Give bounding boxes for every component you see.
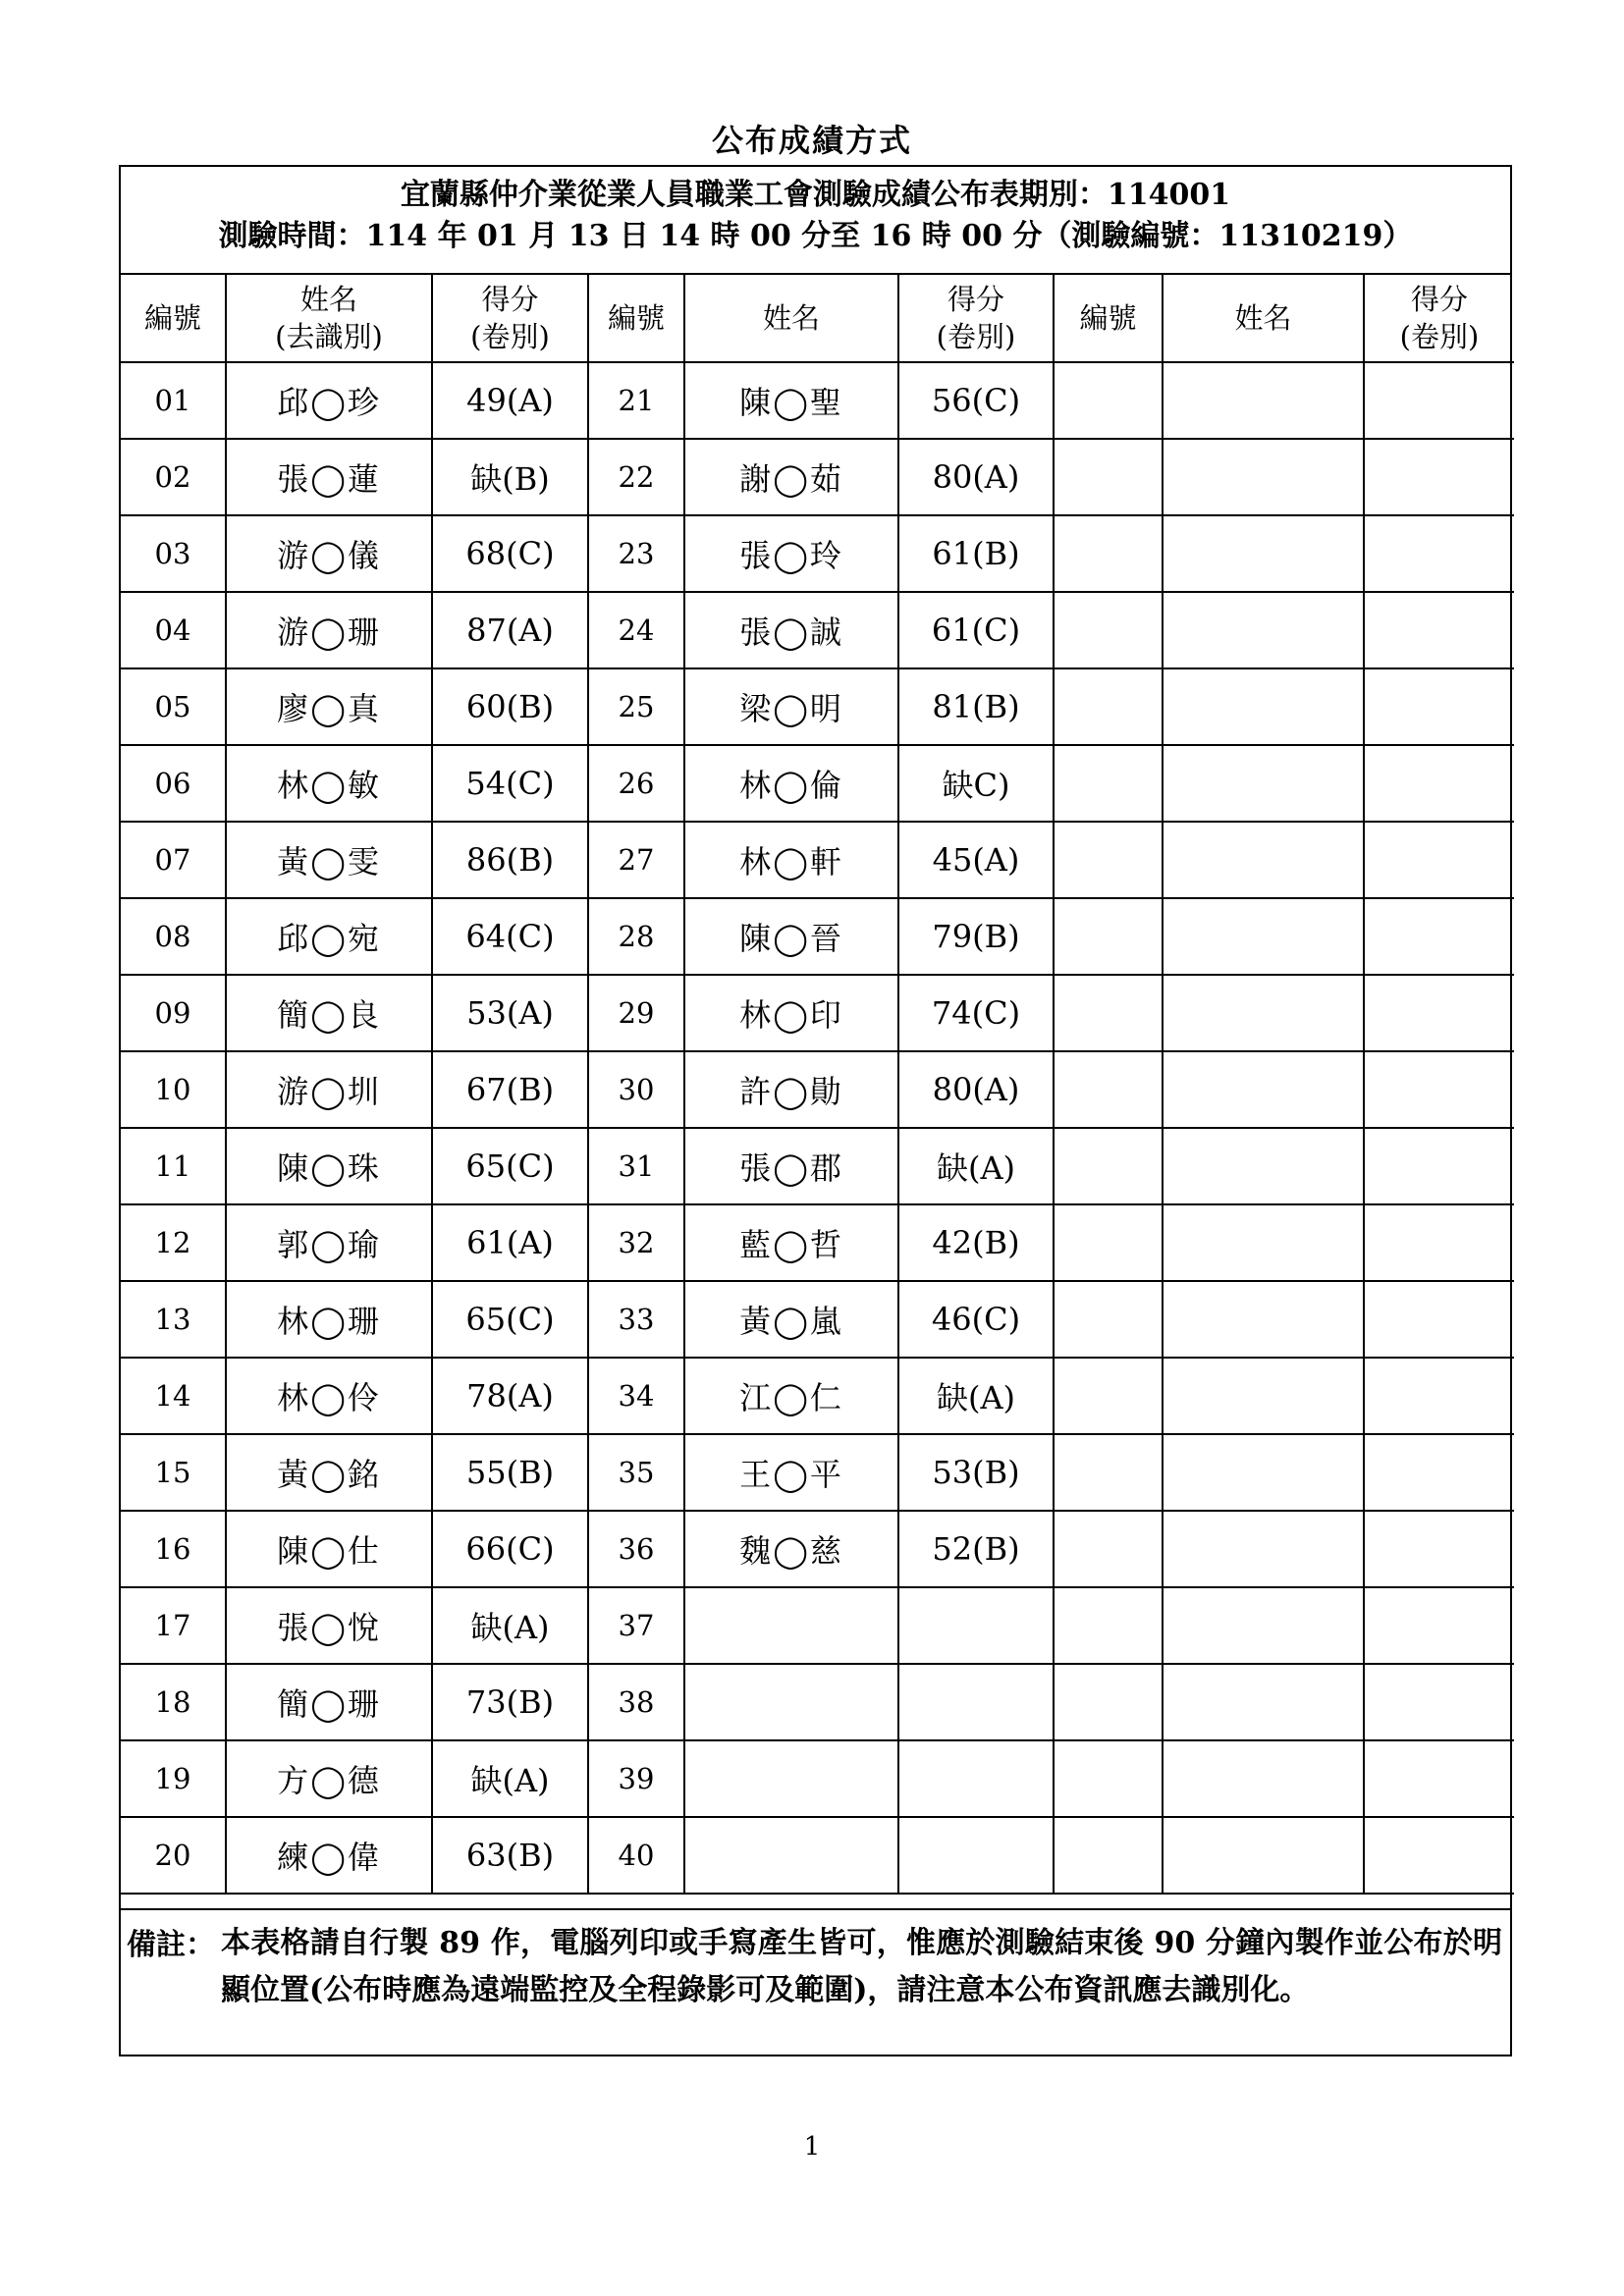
row-score: 52(B) xyxy=(898,1511,1054,1587)
table-row xyxy=(121,822,1514,898)
score-table xyxy=(121,275,1514,1895)
row-score: 63(B) xyxy=(432,1817,588,1894)
row-name: 林◯印 xyxy=(684,975,898,1051)
row-number: 27 xyxy=(588,822,684,898)
empty-cell xyxy=(1163,1817,1364,1894)
row-name: 練◯偉 xyxy=(226,1817,432,1894)
empty-cell xyxy=(1364,668,1514,745)
row-number: 13 xyxy=(121,1281,226,1358)
table-row xyxy=(121,1281,1514,1358)
row-number: 23 xyxy=(588,515,684,592)
empty-cell xyxy=(1054,1281,1163,1358)
row-number: 31 xyxy=(588,1128,684,1204)
row-score: 65(C) xyxy=(432,1281,588,1358)
empty-cell xyxy=(1054,975,1163,1051)
empty-cell xyxy=(1163,1664,1364,1740)
row-score: 56(C) xyxy=(898,362,1054,439)
row-score: 67(B) xyxy=(432,1051,588,1128)
empty-cell xyxy=(1054,1051,1163,1128)
row-number: 11 xyxy=(121,1128,226,1204)
row-number: 08 xyxy=(121,898,226,975)
row-score: 缺(A) xyxy=(898,1128,1054,1204)
empty-cell xyxy=(1054,1587,1163,1664)
table-row xyxy=(121,1434,1514,1511)
empty-cell xyxy=(1054,1511,1163,1587)
row-score: 49(A) xyxy=(432,362,588,439)
row-name: 簡◯良 xyxy=(226,975,432,1051)
row-name: 陳◯晉 xyxy=(684,898,898,975)
empty-cell xyxy=(1163,1587,1364,1664)
col-header-name: 姓名 (去識別) xyxy=(226,275,432,362)
row-number: 28 xyxy=(588,898,684,975)
row-name: 張◯玲 xyxy=(684,515,898,592)
row-name: 林◯倫 xyxy=(684,745,898,822)
empty-cell xyxy=(1054,1740,1163,1817)
col-header-score: 得分 (卷別) xyxy=(432,275,588,362)
table-row xyxy=(121,668,1514,745)
remarks xyxy=(121,1908,1510,2056)
row-name: 許◯勛 xyxy=(684,1051,898,1128)
col-header-no: 編號 xyxy=(121,275,226,362)
row-number: 22 xyxy=(588,439,684,515)
row-score: 74(C) xyxy=(898,975,1054,1051)
row-name: 張◯蓮 xyxy=(226,439,432,515)
row-score: 缺(A) xyxy=(898,1358,1054,1434)
empty-cell xyxy=(1364,1281,1514,1358)
row-score: 80(A) xyxy=(898,1051,1054,1128)
empty-cell xyxy=(1163,822,1364,898)
empty-cell xyxy=(1163,362,1364,439)
table-row xyxy=(121,1051,1514,1128)
col-header-no: 編號 xyxy=(1054,275,1163,362)
empty-cell xyxy=(1054,592,1163,668)
row-score: 53(A) xyxy=(432,975,588,1051)
row-number: 14 xyxy=(121,1358,226,1434)
empty-cell xyxy=(1364,1051,1514,1128)
row-score: 53(B) xyxy=(898,1434,1054,1511)
score-table-body xyxy=(121,362,1514,1894)
row-name: 陳◯聖 xyxy=(684,362,898,439)
row-score: 46(C) xyxy=(898,1281,1054,1358)
empty-cell xyxy=(1163,1128,1364,1204)
row-score: 87(A) xyxy=(432,592,588,668)
table-row xyxy=(121,1204,1514,1281)
table-row xyxy=(121,1587,1514,1664)
row-score xyxy=(898,1817,1054,1894)
empty-cell xyxy=(1054,822,1163,898)
row-number: 09 xyxy=(121,975,226,1051)
row-name: 王◯平 xyxy=(684,1434,898,1511)
row-number: 39 xyxy=(588,1740,684,1817)
empty-cell xyxy=(1364,1664,1514,1740)
row-name: 陳◯仕 xyxy=(226,1511,432,1587)
row-number: 21 xyxy=(588,362,684,439)
table-row xyxy=(121,515,1514,592)
empty-cell xyxy=(1364,975,1514,1051)
empty-cell xyxy=(1163,668,1364,745)
row-number: 32 xyxy=(588,1204,684,1281)
row-name: 魏◯慈 xyxy=(684,1511,898,1587)
empty-cell xyxy=(1364,592,1514,668)
empty-cell xyxy=(1054,515,1163,592)
row-score: 54(C) xyxy=(432,745,588,822)
row-score: 78(A) xyxy=(432,1358,588,1434)
row-score: 65(C) xyxy=(432,1128,588,1204)
row-name: 邱◯宛 xyxy=(226,898,432,975)
page-title: 公布成績方式 xyxy=(711,122,912,159)
empty-cell xyxy=(1054,1817,1163,1894)
test-time: 測驗時間：114 年 01 月 13 日 14 時 00 分至 16 時 00 分（測驗編號：11310219） xyxy=(218,219,1413,253)
row-name: 梁◯明 xyxy=(684,668,898,745)
row-number: 29 xyxy=(588,975,684,1051)
row-number: 12 xyxy=(121,1204,226,1281)
empty-cell xyxy=(1364,362,1514,439)
empty-cell xyxy=(1163,439,1364,515)
table-row xyxy=(121,1511,1514,1587)
row-score xyxy=(898,1587,1054,1664)
row-score: 61(A) xyxy=(432,1204,588,1281)
table-title: 宜蘭縣仲介業從業人員職業工會測驗成績公布表期別：114001 xyxy=(400,178,1231,212)
row-number: 40 xyxy=(588,1817,684,1894)
row-score: 86(B) xyxy=(432,822,588,898)
remarks-text: 本表格請自行製 89 作，電腦列印或手寫產生皆可，惟應於測驗結束後 90 分鐘內製作並公布於明顯位置(公布時應為遠端監控及全程錄影可及範圍)，請注意本公布資訊應去識別化。 xyxy=(221,1926,1502,2007)
empty-cell xyxy=(1163,745,1364,822)
row-number: 24 xyxy=(588,592,684,668)
row-number: 10 xyxy=(121,1051,226,1128)
table-row xyxy=(121,975,1514,1051)
empty-cell xyxy=(1364,1817,1514,1894)
empty-cell xyxy=(1054,898,1163,975)
empty-cell xyxy=(1163,1434,1364,1511)
page-number: 1 xyxy=(803,2132,821,2162)
row-score: 55(B) xyxy=(432,1434,588,1511)
row-name: 張◯悅 xyxy=(226,1587,432,1664)
row-score: 73(B) xyxy=(432,1664,588,1740)
row-name xyxy=(684,1587,898,1664)
row-score: 61(B) xyxy=(898,515,1054,592)
empty-cell xyxy=(1054,1358,1163,1434)
row-number: 38 xyxy=(588,1664,684,1740)
row-number: 06 xyxy=(121,745,226,822)
row-name: 游◯珊 xyxy=(226,592,432,668)
row-number: 05 xyxy=(121,668,226,745)
row-score: 45(A) xyxy=(898,822,1054,898)
row-number: 33 xyxy=(588,1281,684,1358)
row-number: 37 xyxy=(588,1587,684,1664)
empty-cell xyxy=(1054,668,1163,745)
empty-cell xyxy=(1054,362,1163,439)
row-score: 缺(B) xyxy=(432,439,588,515)
empty-cell xyxy=(1364,1434,1514,1511)
row-name: 張◯郡 xyxy=(684,1128,898,1204)
empty-cell xyxy=(1364,745,1514,822)
table-row xyxy=(121,1664,1514,1740)
empty-cell xyxy=(1364,515,1514,592)
row-number: 20 xyxy=(121,1817,226,1894)
row-number: 03 xyxy=(121,515,226,592)
empty-cell xyxy=(1163,1511,1364,1587)
row-number: 02 xyxy=(121,439,226,515)
row-number: 04 xyxy=(121,592,226,668)
row-number: 34 xyxy=(588,1358,684,1434)
empty-cell xyxy=(1364,439,1514,515)
row-name: 簡◯珊 xyxy=(226,1664,432,1740)
row-name xyxy=(684,1817,898,1894)
empty-cell xyxy=(1054,1664,1163,1740)
empty-cell xyxy=(1364,1204,1514,1281)
row-score: 66(C) xyxy=(432,1511,588,1587)
empty-cell xyxy=(1054,1128,1163,1204)
row-number: 18 xyxy=(121,1664,226,1740)
row-name: 黃◯雯 xyxy=(226,822,432,898)
row-number: 35 xyxy=(588,1434,684,1511)
table-row xyxy=(121,592,1514,668)
row-name: 廖◯真 xyxy=(226,668,432,745)
empty-cell xyxy=(1364,1511,1514,1587)
score-sheet xyxy=(119,165,1512,2056)
row-name: 邱◯珍 xyxy=(226,362,432,439)
col-header-score: 得分 (卷別) xyxy=(898,275,1054,362)
table-row xyxy=(121,1358,1514,1434)
column-header-row xyxy=(121,275,1514,362)
row-score: 79(B) xyxy=(898,898,1054,975)
row-number: 16 xyxy=(121,1511,226,1587)
row-score xyxy=(898,1664,1054,1740)
empty-cell xyxy=(1163,1051,1364,1128)
row-score: 60(B) xyxy=(432,668,588,745)
empty-cell xyxy=(1163,975,1364,1051)
empty-cell xyxy=(1364,898,1514,975)
row-number: 25 xyxy=(588,668,684,745)
row-name: 張◯誠 xyxy=(684,592,898,668)
row-name: 郭◯瑜 xyxy=(226,1204,432,1281)
row-number: 19 xyxy=(121,1740,226,1817)
empty-cell xyxy=(1054,1204,1163,1281)
empty-cell xyxy=(1163,1204,1364,1281)
row-name: 林◯伶 xyxy=(226,1358,432,1434)
col-header-name: 姓名 xyxy=(1163,275,1364,362)
empty-cell xyxy=(1364,1128,1514,1204)
table-row xyxy=(121,1128,1514,1204)
row-name: 謝◯茹 xyxy=(684,439,898,515)
row-score: 缺(A) xyxy=(432,1740,588,1817)
col-header-no: 編號 xyxy=(588,275,684,362)
empty-cell xyxy=(1054,439,1163,515)
empty-cell xyxy=(1364,1740,1514,1817)
row-name: 林◯珊 xyxy=(226,1281,432,1358)
row-name: 游◯儀 xyxy=(226,515,432,592)
row-name: 林◯軒 xyxy=(684,822,898,898)
row-score: 61(C) xyxy=(898,592,1054,668)
empty-cell xyxy=(1163,1358,1364,1434)
empty-cell xyxy=(1163,898,1364,975)
row-name: 陳◯珠 xyxy=(226,1128,432,1204)
row-name: 黃◯銘 xyxy=(226,1434,432,1511)
table-row xyxy=(121,898,1514,975)
row-score: 80(A) xyxy=(898,439,1054,515)
row-number: 36 xyxy=(588,1511,684,1587)
row-name xyxy=(684,1740,898,1817)
row-number: 01 xyxy=(121,362,226,439)
row-score: 缺(A) xyxy=(432,1587,588,1664)
row-score: 42(B) xyxy=(898,1204,1054,1281)
row-number: 15 xyxy=(121,1434,226,1511)
row-name: 游◯圳 xyxy=(226,1051,432,1128)
row-name xyxy=(684,1664,898,1740)
col-header-score: 得分 (卷別) xyxy=(1364,275,1514,362)
empty-cell xyxy=(1163,1740,1364,1817)
row-score xyxy=(898,1740,1054,1817)
row-number: 26 xyxy=(588,745,684,822)
row-name: 黃◯嵐 xyxy=(684,1281,898,1358)
empty-cell xyxy=(1163,515,1364,592)
table-header-block xyxy=(121,167,1510,275)
remarks-label: 備註： xyxy=(127,1928,215,1962)
row-name: 林◯敏 xyxy=(226,745,432,822)
row-name: 藍◯哲 xyxy=(684,1204,898,1281)
table-row xyxy=(121,1740,1514,1817)
row-name: 方◯德 xyxy=(226,1740,432,1817)
empty-cell xyxy=(1163,1281,1364,1358)
table-row xyxy=(121,362,1514,439)
row-score: 缺C) xyxy=(898,745,1054,822)
empty-cell xyxy=(1054,745,1163,822)
table-row xyxy=(121,439,1514,515)
row-number: 30 xyxy=(588,1051,684,1128)
row-score: 68(C) xyxy=(432,515,588,592)
empty-cell xyxy=(1364,822,1514,898)
row-score: 81(B) xyxy=(898,668,1054,745)
empty-cell xyxy=(1364,1587,1514,1664)
row-score: 64(C) xyxy=(432,898,588,975)
empty-cell xyxy=(1054,1434,1163,1511)
col-header-name: 姓名 xyxy=(684,275,898,362)
empty-cell xyxy=(1163,592,1364,668)
row-number: 17 xyxy=(121,1587,226,1664)
empty-cell xyxy=(1364,1358,1514,1434)
table-row xyxy=(121,1817,1514,1894)
row-name: 江◯仁 xyxy=(684,1358,898,1434)
table-row xyxy=(121,745,1514,822)
row-number: 07 xyxy=(121,822,226,898)
